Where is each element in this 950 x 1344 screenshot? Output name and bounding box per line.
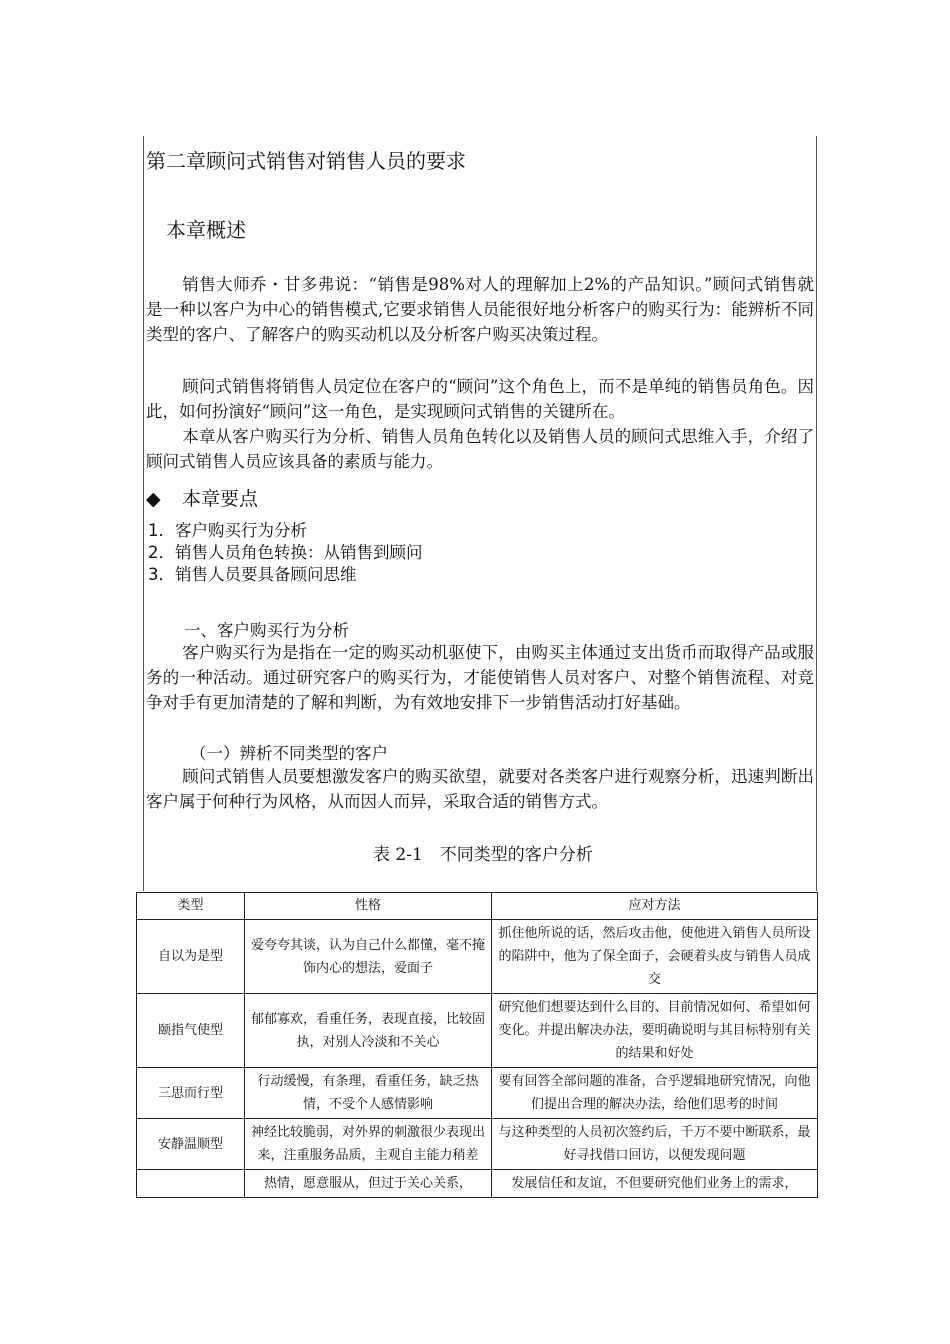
type-cell: 颐指气使型 bbox=[137, 994, 245, 1068]
method-cell: 研究他们想要达到什么目的、目前情况如何、希望如何变化。并提出解决办法，要明确说明与其目标特别有关的结果和好处 bbox=[492, 994, 818, 1068]
key-points-heading bbox=[146, 484, 258, 511]
key-point-item: 1．客户购买行为分析 bbox=[148, 521, 307, 540]
chapter-title: 第二章顾问式销售对销售人员的要求 bbox=[146, 149, 466, 173]
subsection-1-paragraph: 顾问式销售人员要想激发客户的购买欲望，就要对各类客户进行观察分析，迅速判断出客户属于何种行为风格，从而因人而异，采取合适的销售方式。 bbox=[146, 767, 814, 811]
table-row bbox=[137, 1068, 818, 1119]
character-cell: 行动缓慢，有条理，看重任务，缺乏热情，不受个人感情影响 bbox=[244, 1068, 491, 1119]
overview-paragraph-2: 顾问式销售将销售人员定位在客户的“顾问”这个角色上，而不是单纯的销售员角色。因此，如何扮演好“顾问”这一角色，是实现顾问式销售的关键所在。 bbox=[146, 377, 814, 421]
subsection-1-title: （一）辨析不同类型的客户 bbox=[190, 744, 388, 763]
frame-line-right bbox=[816, 136, 817, 891]
character-cell: 爱夸夸其谈，认为自己什么都懂，毫不掩饰内心的想法，爱面子 bbox=[244, 920, 491, 994]
table-row bbox=[137, 1170, 818, 1198]
method-cell: 与这种类型的人员初次签约后，千万不要中断联系，最好寻找借口回访，以便发现问题 bbox=[492, 1119, 818, 1170]
table-caption: 表 2-1 不同类型的客户分析 bbox=[373, 845, 593, 865]
customer-type-table bbox=[136, 892, 818, 1198]
character-cell: 热情，愿意服从，但过于关心关系， bbox=[244, 1170, 491, 1198]
type-cell: 自以为是型 bbox=[137, 920, 245, 994]
method-cell: 发展信任和友谊，不但要研究他们业务上的需求， bbox=[492, 1170, 818, 1198]
overview-paragraph-1: 销售大师乔・甘多弗说：“销售是98%对人的理解加上2%的产品知识。”顾问式销售就是一种以客户为中心的销售模式,它要求销售人员能很好地分析客户的购买行为：能辨析不同类型的客户、了解客户的购买动机以及分析客户购买决策过程。 bbox=[146, 275, 814, 344]
key-points-title: 本章要点 bbox=[182, 488, 259, 510]
overview-paragraph-3: 本章从客户购买行为分析、销售人员角色转化以及销售人员的顾问式思维入手，介绍了顾问式销售人员应该具备的素质与能力。 bbox=[146, 427, 814, 471]
character-cell: 神经比较脆弱，对外界的刺激很少表现出来，注重服务品质，主观自主能力稍差 bbox=[244, 1119, 491, 1170]
type-cell bbox=[137, 1170, 245, 1198]
header-type: 类型 bbox=[137, 893, 245, 920]
method-cell: 抓住他所说的话，然后攻击他，使他进入销售人员所设的陷阱中，他为了保全面子，会硬着头皮与销售人员成交 bbox=[492, 920, 818, 994]
table-row bbox=[137, 994, 818, 1068]
type-cell: 三思而行型 bbox=[137, 1068, 245, 1119]
table-row bbox=[137, 1119, 818, 1170]
section-1-paragraph: 客户购买行为是指在一定的购买动机驱使下，由购买主体通过支出货币而取得产品或服务的一种活动。通过研究客户的购买行为，才能使销售人员对客户、对整个销售流程、对竞争对手有更加清楚的了解和判断，为有效地安排下一步销售活动打好基础。 bbox=[146, 643, 814, 712]
diamond-bullet-icon: ◆ bbox=[146, 488, 161, 510]
character-cell: 郁郁寡欢，看重任务，表现直接，比较固执，对别人冷淡和不关心 bbox=[244, 994, 491, 1068]
table-header-row bbox=[137, 893, 818, 920]
overview-title: 本章概述 bbox=[166, 218, 246, 242]
section-1-title: 一、客户购买行为分析 bbox=[184, 621, 349, 640]
type-cell: 安静温顺型 bbox=[137, 1119, 245, 1170]
header-character: 性格 bbox=[244, 893, 491, 920]
header-method: 应对方法 bbox=[492, 893, 818, 920]
key-point-item: 3．销售人员要具备顾问思维 bbox=[148, 565, 357, 584]
frame-line-left bbox=[143, 136, 144, 891]
key-point-item: 2．销售人员角色转换：从销售到顾问 bbox=[148, 543, 423, 562]
key-points-list bbox=[148, 520, 423, 586]
table-row bbox=[137, 920, 818, 994]
method-cell: 要有回答全部问题的准备，合乎逻辑地研究情况，向他们提出合理的解决办法，给他们思考的时间 bbox=[492, 1068, 818, 1119]
